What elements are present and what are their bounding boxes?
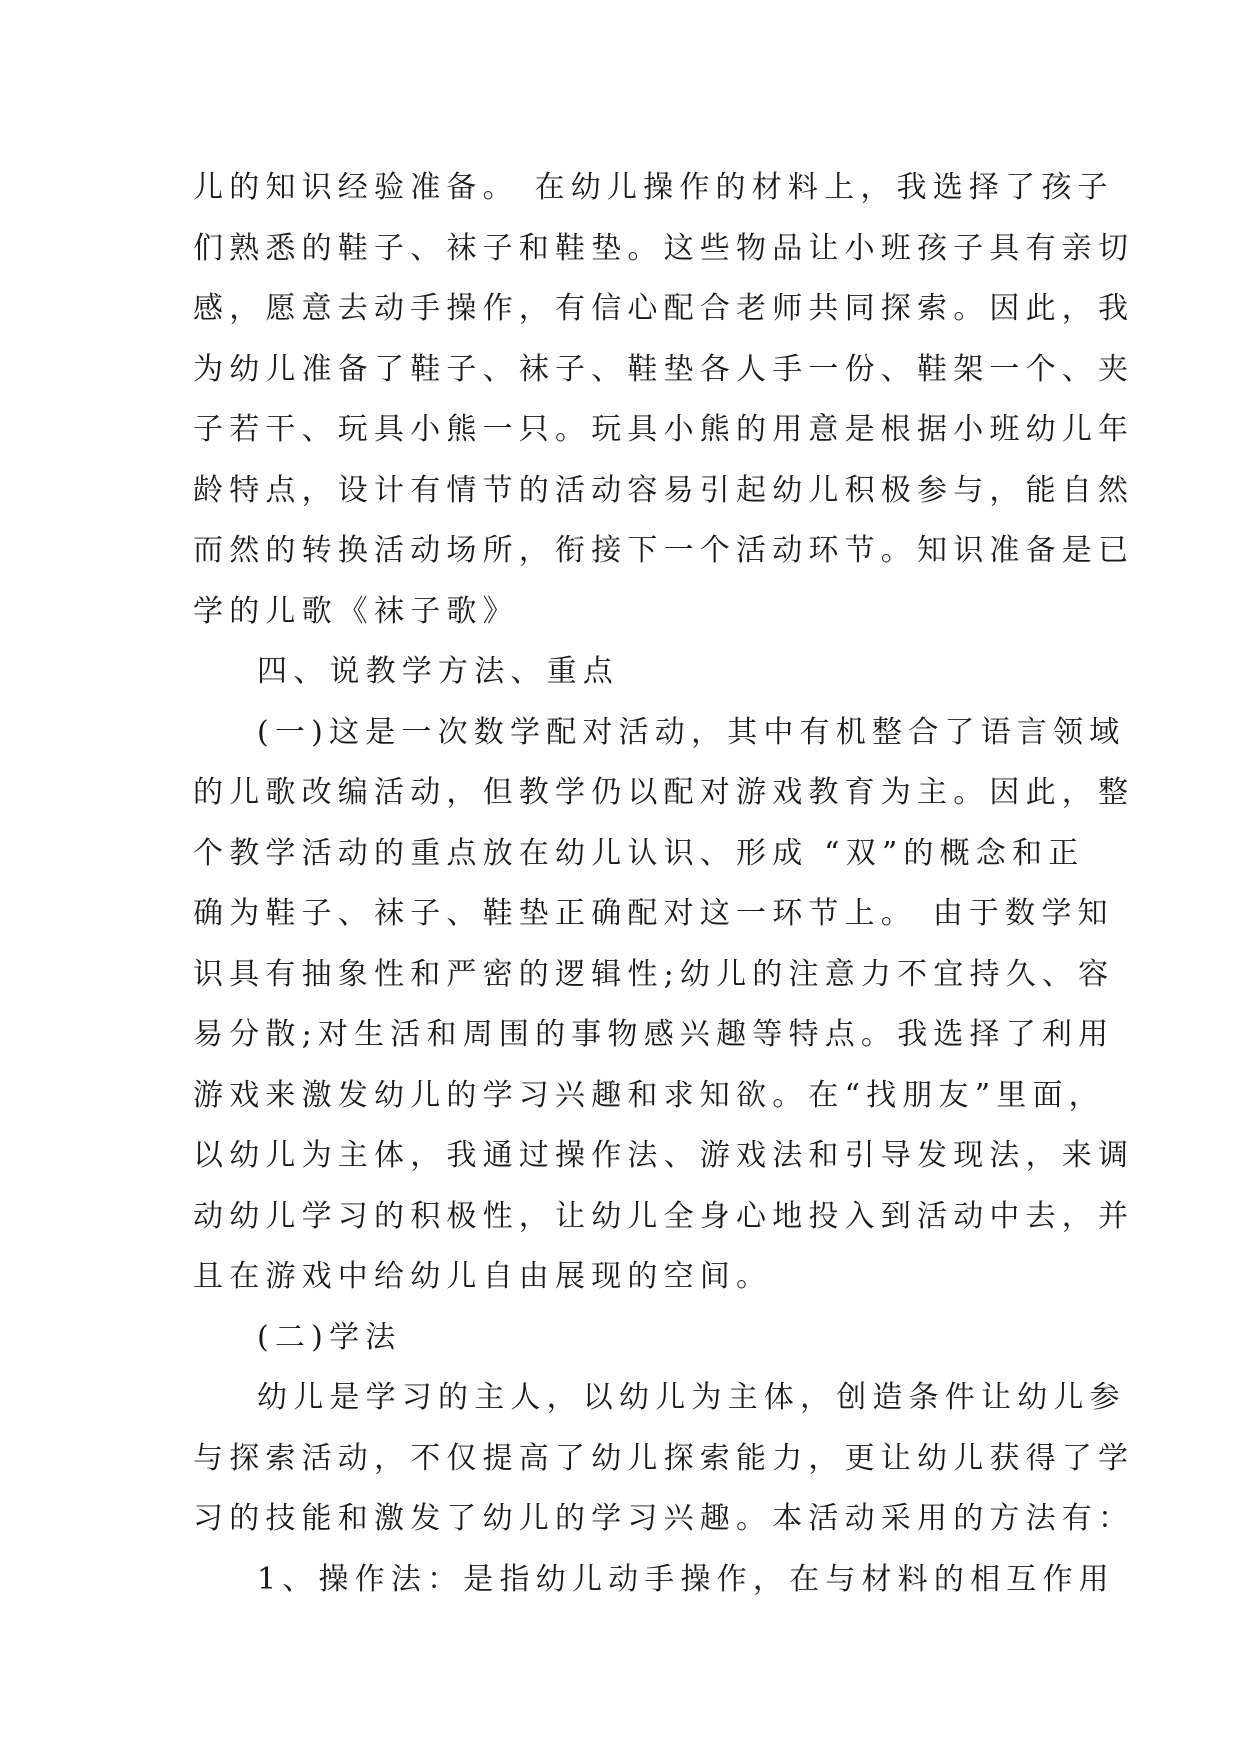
subsection-heading: (二)学法 — [257, 1319, 402, 1355]
text-line: 易分散;对生活和周围的事物感兴趣等特点。我选择了利用 — [193, 1017, 1115, 1052]
text-line: 为幼儿准备了鞋子、袜子、鞋垫各人手一份、鞋架一个、夹 — [193, 351, 1135, 387]
text-line: 子若干、玩具小熊一只。玩具小熊的用意是根据小班幼儿年 — [193, 412, 1135, 447]
text-line: 幼儿是学习的主人，以幼儿为主体，创造条件让幼儿参 — [257, 1380, 1126, 1415]
text-line: 游戏来激发幼儿的学习兴趣和求知欲。在“找朋友”里面， — [193, 1077, 1105, 1113]
body-text — [193, 158, 1135, 1610]
text-line: 确为鞋子、袜子、鞋垫正确配对这一环节上。 由于数学知 — [193, 896, 1114, 931]
text-line: 儿的知识经验准备。 在幼儿操作的材料上，我选择了孩子 — [193, 170, 1114, 205]
text-line: 且在游戏中给幼儿自由展现的空间。 — [193, 1259, 773, 1294]
section-heading: 四、说教学方法、重点 — [257, 654, 619, 689]
text-line: 龄特点，设计有情节的活动容易引起幼儿积极参与，能自然 — [193, 472, 1135, 508]
text-line: 动幼儿学习的积极性，让幼儿全身心地投入到活动中去，并 — [193, 1198, 1135, 1234]
text-line: 而然的转换活动场所，衔接下一个活动环节。知识准备是已 — [193, 533, 1135, 568]
text-line: 感，愿意去动手操作，有信心配合老师共同探索。因此，我 — [193, 291, 1135, 326]
text-line: 1、操作法：是指幼儿动手操作，在与材料的相互作用 — [257, 1561, 1115, 1597]
text-line: 以幼儿为主体，我通过操作法、游戏法和引导发现法，来调 — [193, 1138, 1135, 1173]
text-line: 的儿歌改编活动，但教学仍以配对游戏教育为主。因此，整 — [193, 775, 1135, 810]
text-line: 们熟悉的鞋子、袜子和鞋垫。这些物品让小班孩子具有亲切 — [193, 230, 1135, 266]
text-line: 识具有抽象性和严密的逻辑性;幼儿的注意力不宜持久、容 — [193, 956, 1115, 992]
text-line: 与探索活动，不仅提高了幼儿探索能力，更让幼儿获得了学 — [193, 1440, 1135, 1476]
text-line: 个教学活动的重点放在幼儿认识、形成 “双”的概念和正 — [193, 835, 1085, 871]
text-line: 学的儿歌《袜子歌》 — [193, 593, 519, 629]
text-line: (一)这是一次数学配对活动，其中有机整合了语言领域 — [257, 714, 1126, 750]
text-line: 习的技能和激发了幼儿的学习兴趣。本活动采用的方法有： — [193, 1501, 1135, 1536]
